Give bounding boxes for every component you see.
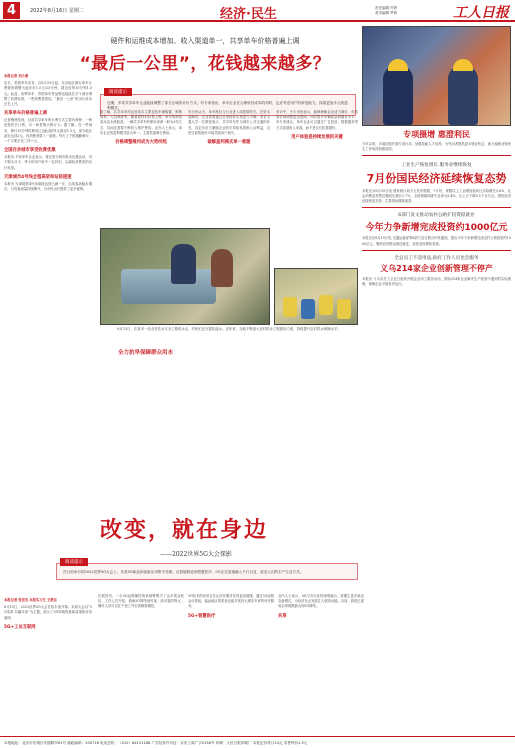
lead-label: 阅读提示 [104,88,132,96]
divider [362,155,511,156]
masthead [0,0,515,22]
article-body: 据了解，共享单车的运营成本主要包括车辆购置、维修保养、人员调度等。随着原材料价格上涨，单车的制造成本也水涨船高。一辆共享单车的使用寿命一般为3年左右，其间还需要不断投入维护费用。业内人士表示，单车企业的盈利模式较为单一，主要依靠骑行费用。 [100,110,182,135]
article-body: 有分析认为，单车涨价与行业进入成熟期有关。在资本退潮后，企业需要通过自身经营实现盈亏平衡。北京交通大学一位教授表示，共享单车作为城市公共交通的补充，其定价应当兼顾企业的可持续发展和公众利益，过快过高的涨价可能导致用户流失。 [188,110,270,135]
photo-figure [448,65,478,125]
article-body: 8月10日，2022世界5G大会在哈尔滨开幕。本届大会以“5G变革 共赢未来”为主题，展示了5G领域的最新成果和应用案例。 [4,605,92,620]
subhead: 5G+工业互联网 [4,624,36,630]
right-headline: 今年力争新增完成投资约1000亿元 [365,223,508,234]
bottom-story-headline: 改变，就在身边 [100,518,269,543]
bottom-column-4 [278,594,364,621]
jug-icon [319,295,333,315]
article-body: 本报讯 义乌市总工会近日组织开展企业用工服务活动，帮助214家企业解决生产经营中遇到的实际困难，保障企业平稳有序运行。 [362,276,511,286]
photo-caption: 8月15日，在某市一处农村饮水安全工程供水点，村民们正在排队接水。近年来，当地不断加大农村供水工程建设力度，持续提升农村供水保障水平。 [117,327,341,331]
right-kicker: 全总员工不适用法,政府工作人员也会服务 [394,255,479,261]
article-body: 5G技术的应用正在让医疗服务变得更加便捷。通过5G远程会诊系统，偏远地区的患者也能享受到大城市专家的诊疗服务。 [188,594,274,609]
subhead: 用户体验是持续发展的关键 [291,134,343,140]
page-number: 4 [3,2,20,19]
section-title: 经济·民生 [220,7,277,22]
lead-text: 近期，多家共享单车企业陆续调整了部分区域的计价方式。有专家指出，单车企业在合理收回成本的同时，也应考虑用户的承受能力，探索更加多元的盈利模式。 [107,101,348,111]
bottom-lead-box: 在日前举行的2022世界5G大会上，多款5G新品和创新应用集中亮相。从智能制造到智慧医疗，5G正在加速融入千行百业，改变人们的生产生活方式。 [56,563,358,580]
photo-water-tank [121,269,216,304]
article-body: 本报讯 多家单车企业表示，将在部分城市推出优惠活动，对于购买月卡、季卡的用户给予一定折扣，以减轻消费者的出行负担。 [4,155,92,170]
subhead: 共享单车价格普遍上调 [4,111,47,117]
article-body: 本报北京8月15日电 国家统计局今天发布数据，7月份，规模以上工业增加值同比实际增长3.8%，社会消费品零售总额同比增长2.7%，全国城镇调查失业率为5.4%，比上月下降0.1个百分点。国民经济延续恢复态势，主要指标继续改善。 [362,189,511,204]
editor-info [375,6,397,16]
subhead: 全国百余城市享受收费优惠 [4,148,56,154]
byline: 本报记者 刘小燕 [4,74,29,78]
bottom-lead-label: 阅读提示 [60,558,88,566]
top-story-headline: “最后一公里”，花钱越来越多？ [79,54,331,74]
designer-line: 美术编辑 罗莉 [375,11,398,15]
jug-icon [283,297,297,317]
right-column [362,26,511,287]
helmet-icon [453,59,473,71]
left-column [4,74,92,192]
subhead: 共享 [278,613,287,619]
newspaper-logo: 工人日报 [453,5,509,21]
divider [362,207,511,208]
middle-column-2 [188,110,270,148]
bottom-column-2 [98,594,184,610]
issue-date: 2022年8月16日 星期二 [30,8,84,14]
article-body: 采访中，不少市民表示，能够理解企业适当调价，但希望价格调整更加透明，同时提升车辆质量和服务水平。有专家建议，单车企业可以通过广告投放、数据服务等方式拓展收入来源，而不是仅仅依靠提价。 [276,110,358,130]
photo-figure [211,249,233,287]
right-headline: 专项摄增 惠澄利民 [403,130,470,139]
subhead: 破解盈利模式单一难题 [207,140,251,146]
right-headline: 义乌214家企业创新管理不停产 [380,263,493,273]
right-photo [362,26,511,126]
photo-figure [383,65,413,125]
article-body: 本报讯 天津地铁4号线南段运营已满一年，沿线客流稳步增长，日均客流量持续攀升，为市民出行提供了更多便利。 [4,181,92,192]
article-body: 在展馆内，一台5G远程操控的机械臂吸引了众多观众驻足。工作人员介绍，借助5G网络低时延、高可靠的特点，操作人员可以在千里之外实现精准操控。 [98,594,184,609]
article-body: 本报北京8月15日电 交通运输部等6部门近日联合印发通知，提出今年力争新增完成农村公路投资约1000亿元，吸纳农民群众就近就业，拓宽农民增收渠道。 [362,236,511,246]
editor-line: 责任编辑 许婷 [375,6,398,10]
photo-figure [171,244,196,284]
right-kicker: 工业生产恢复增长 服务业继续恢复 [401,163,472,169]
helmet-icon [388,59,408,71]
right-headline: 7月份国民经济延续恢复态势 [366,172,507,186]
article-body: 记者梳理发现，目前共享单车的计费方式主要有两种：一种是按时长计费，另一种是购买骑行卡。据了解，在一些城市，骑行15分钟的费用已由此前的1元涨至1.5元，部分地区甚至达到2元。有消费者算了一笔账，每天上下班通勤骑行，一个月要多花三四十元。 [4,118,92,144]
top-story-kicker: 硬件和运维成本增加、收入渠道单一，共享单车价格普遍上调 [110,37,300,45]
article-body: 今年以来，多地持续开展专项行动，加强技能人才培养，为劳动者提供更多就业机会，助力稳就业保民生工作取得积极成效。 [362,142,511,152]
news-photo-secondary [274,268,358,325]
news-photo [100,228,270,325]
jug-icon [337,299,351,319]
subhead: 天津城市4号线全程高架和站前提速 [4,174,72,180]
article-body: 近日，美团单车宣布，自8月19日起，北京地区骑行单车计费规则调整为起步价1.5元/15分钟，超出后每15分钟1.5元。此前，哈啰单车、青桔单车等品牌也陆续在多个城市调整了收费标准，一些消费者感叹，“最后一公里”的出行成本正在上升。 [4,81,92,107]
subhead: 价格调整缘何成为大势所趋 [115,140,167,146]
photo-title: 全力抗旱保障群众用水 [118,350,174,356]
middle-column-3 [276,110,358,143]
footer: 本报地址：北京市东城区安德路甲61号 邮政编码：100718 电话总机：（010）84151188 广告经营许可证：京东工商广字0156号 印刷：人民日报印刷厂 本报定价每月24元 零售每份1.5元 [0,736,515,748]
right-kicker: 6部门发文推动农村公路扩投资稳就业 [398,213,475,219]
jug-icon [301,299,315,319]
subhead: 5G+智慧医疗 [188,613,216,619]
article-body: 业内人士表示，5G与各行业的深度融合，将催生更多新业态新模式，为经济社会发展注入强劲动能。目前，我国已建成全球规模最大的5G网络。 [278,594,364,609]
divider [362,250,511,251]
middle-column-1 [100,110,182,148]
bottom-story-subtitle: ——2022世界5G大会探影 [160,551,232,558]
bottom-column-3 [188,594,274,621]
byline: 本报记者 张世杰 本报实习生 王艳东 [4,598,57,602]
bottom-column-1 [4,598,92,632]
